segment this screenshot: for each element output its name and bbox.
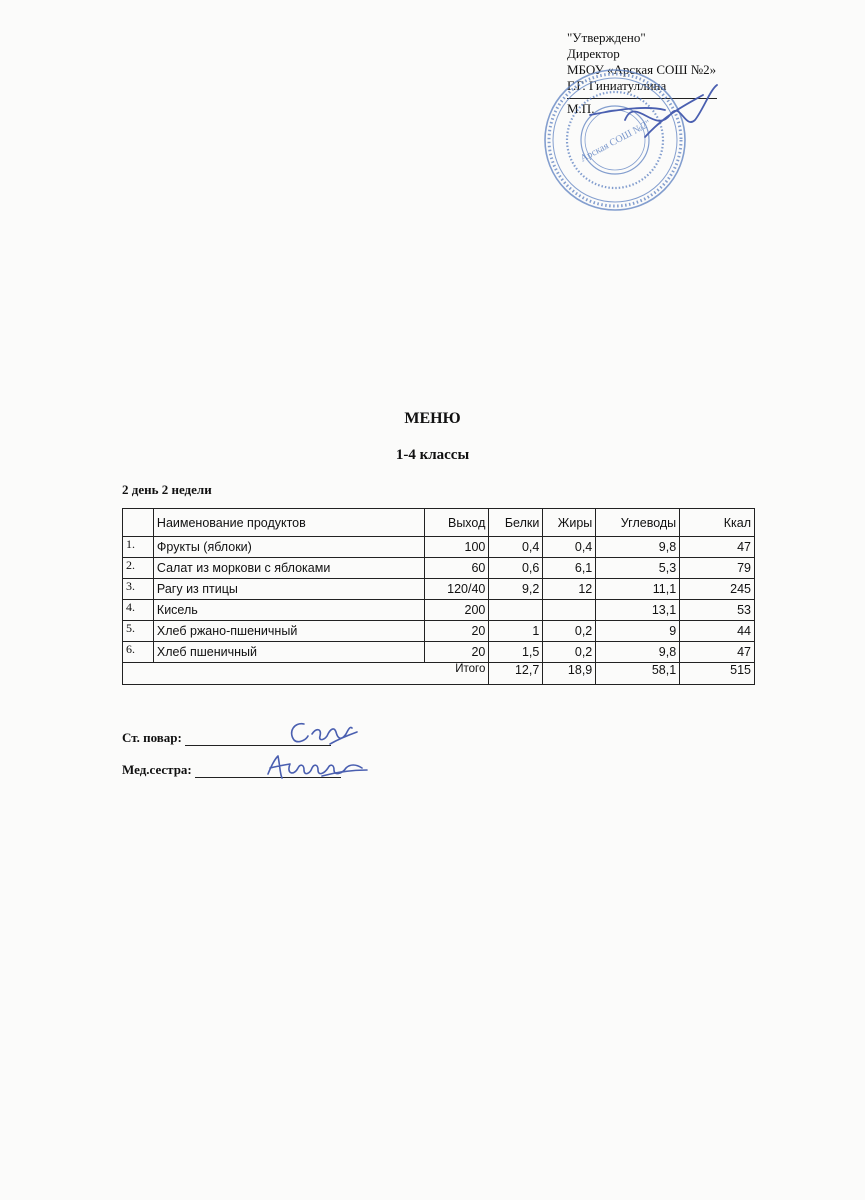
carb-cell: 5,3 xyxy=(596,558,680,579)
approval-block xyxy=(567,30,717,117)
kcal-cell: 47 xyxy=(680,537,755,558)
product-name: Салат из моркови с яблоками xyxy=(153,558,425,579)
header-cell: Углеводы xyxy=(596,509,680,537)
total-label: Итого xyxy=(123,663,489,685)
carb-cell: 9,8 xyxy=(596,537,680,558)
kcal-cell: 245 xyxy=(680,579,755,600)
product-name: Фрукты (яблоки) xyxy=(153,537,425,558)
carb-cell: 9,8 xyxy=(596,642,680,663)
fat-cell: 6,1 xyxy=(543,558,596,579)
header-cell: Выход xyxy=(425,509,489,537)
organization-name: МБОУ «Арская СОШ №2» xyxy=(567,62,717,77)
header-cell: Наименование продуктов xyxy=(153,509,425,537)
nurse-label: Мед.сестра: xyxy=(122,762,192,777)
protein-cell: 1,5 xyxy=(489,642,543,663)
cook-signature-row xyxy=(122,730,331,746)
carb-cell: 13,1 xyxy=(596,600,680,621)
total-carb: 58,1 xyxy=(596,663,680,685)
table-row xyxy=(123,642,755,663)
fat-cell xyxy=(543,600,596,621)
yield-cell: 200 xyxy=(425,600,489,621)
product-name: Кисель xyxy=(153,600,425,621)
yield-cell: 20 xyxy=(425,642,489,663)
carb-cell: 11,1 xyxy=(596,579,680,600)
cook-signature-line xyxy=(185,731,331,746)
kcal-cell: 44 xyxy=(680,621,755,642)
cook-label: Ст. повар: xyxy=(122,730,182,745)
row-index: 4. xyxy=(123,600,154,621)
signature-line xyxy=(567,98,717,99)
kcal-cell: 53 xyxy=(680,600,755,621)
row-index: 2. xyxy=(123,558,154,579)
kcal-cell: 47 xyxy=(680,642,755,663)
total-protein: 12,7 xyxy=(489,663,543,685)
director-name: Г.Г. Гиниатуллина xyxy=(567,78,667,93)
page-title: МЕНЮ xyxy=(404,410,461,427)
day-label: 2 день 2 недели xyxy=(122,482,212,497)
total-row xyxy=(123,663,755,685)
kcal-cell: 79 xyxy=(680,558,755,579)
yield-cell: 120/40 xyxy=(425,579,489,600)
row-index: 6. xyxy=(123,642,154,663)
product-name: Хлеб пшеничный xyxy=(153,642,425,663)
yield-cell: 60 xyxy=(425,558,489,579)
protein-cell xyxy=(489,600,543,621)
nurse-signature-line xyxy=(195,763,341,778)
fat-cell: 12 xyxy=(543,579,596,600)
header-cell: Ккал xyxy=(680,509,755,537)
row-index: 1. xyxy=(123,537,154,558)
total-fat: 18,9 xyxy=(543,663,596,685)
page-subtitle: 1-4 классы xyxy=(395,447,470,463)
table-row xyxy=(123,621,755,642)
product-name: Рагу из птицы xyxy=(153,579,425,600)
seal-label: М.П. xyxy=(567,101,595,116)
svg-text:Арская СОШ №2": Арская СОШ №2" xyxy=(578,118,653,165)
yield-cell: 100 xyxy=(425,537,489,558)
nurse-signature-row xyxy=(122,762,341,778)
header-cell: Белки xyxy=(489,509,543,537)
protein-cell: 1 xyxy=(489,621,543,642)
table-row xyxy=(123,600,755,621)
fat-cell: 0,2 xyxy=(543,642,596,663)
yield-cell: 20 xyxy=(425,621,489,642)
carb-cell: 9 xyxy=(596,621,680,642)
director-position: Директор xyxy=(567,46,620,61)
protein-cell: 0,6 xyxy=(489,558,543,579)
approved-label: "Утверждено" xyxy=(567,30,646,45)
table-row xyxy=(123,537,755,558)
table-row xyxy=(123,558,755,579)
table-header-row xyxy=(123,509,755,537)
header-cell: Жиры xyxy=(543,509,596,537)
menu-table xyxy=(122,508,755,685)
row-index: 3. xyxy=(123,579,154,600)
product-name: Хлеб ржано-пшеничный xyxy=(153,621,425,642)
protein-cell: 9,2 xyxy=(489,579,543,600)
protein-cell: 0,4 xyxy=(489,537,543,558)
header-cell xyxy=(123,509,154,537)
table-row xyxy=(123,579,755,600)
total-kcal: 515 xyxy=(680,663,755,685)
fat-cell: 0,4 xyxy=(543,537,596,558)
fat-cell: 0,2 xyxy=(543,621,596,642)
row-index: 5. xyxy=(123,621,154,642)
